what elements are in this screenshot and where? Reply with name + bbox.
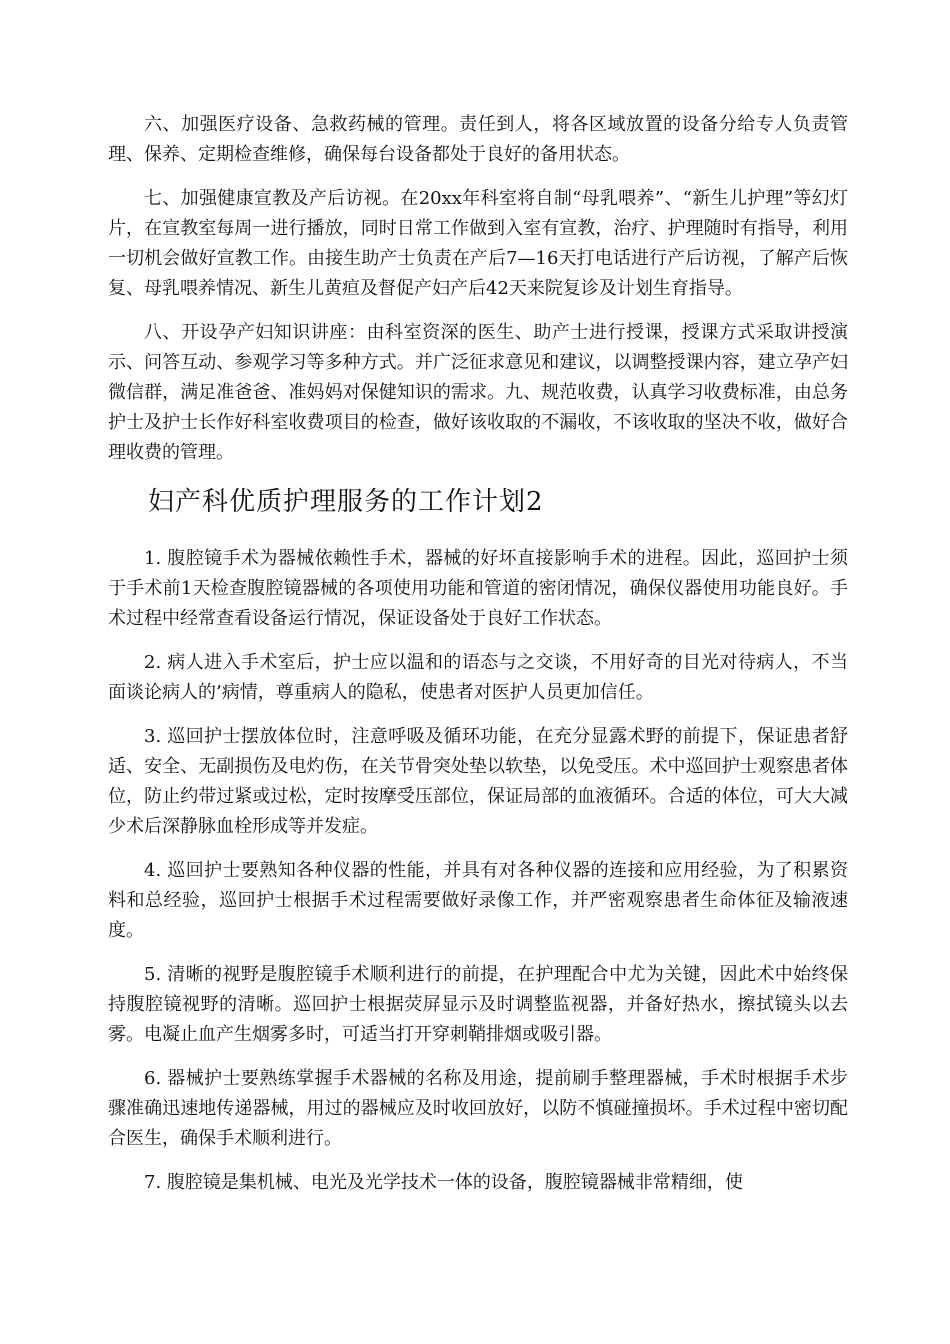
plan-2-section — [108, 544, 848, 1198]
item-2-paragraph: 2. 病人进入手术室后，护士应以温和的语态与之交谈，不用好奇的目光对待病人，不当面谈论病人的’病情，尊重病人的隐私，使患者对医护人员更加信任。 — [108, 652, 848, 703]
paragraph-seven: 七、加强健康宣教及产后访视。在20xx年科室将自制“母乳喂养”、“新生儿护理”等幻灯片，在宣教室每周一进行播放，同时日常工作做到入室有宣教，治疗、护理随时有指导，利用一切机会做好宣教工作。由接生助产士负责在产后7—16天打电话进行产后访视，了解产后恢复、母乳喂养情况、新生儿黄疸及督促产妇产后42天来院复诊及计划生育指导。 — [108, 188, 848, 299]
paragraph-eight: 八、开设孕产妇知识讲座：由科室资深的医生、助产士进行授课，授课方式采取讲授演示、问答互动、参观学习等多种方式。并广泛征求意见和建议，以调整授课内容，建立孕产妇微信群，满足准爸爸、准妈妈对保健知识的需求。九、规范收费，认真学习收费标准，由总务护士及护士长作好科室收费项目的检查，做好该收取的不漏收，不该收取的坚决不收，做好合理收费的管理。 — [108, 322, 848, 463]
document-page — [108, 110, 848, 1212]
paragraph-six: 六、加强医疗设备、急救药械的管理。责任到人，将各区域放置的设备分给专人负责管理、保养、定期检查维修，确保每台设备都处于良好的备用状态。 — [108, 114, 848, 165]
item-7-paragraph: 7. 腹腔镜是集机械、电光及光学技术一体的设备，腹腔镜器械非常精细，使 — [144, 1172, 743, 1193]
item-3-paragraph: 3. 巡回护士摆放体位时，注意呼吸及循环功能，在充分显露术野的前提下，保证患者舒适、安全、无副损伤及电灼伤，在关节骨突处垫以软垫，以免受压。术中巡回护士观察患者体位，防止约带过紧或过松，定时按摩受压部位，保证局部的血液循环。合适的体位，可大大减少术后深静脉血栓形成等并发症。 — [108, 726, 848, 837]
item-6-paragraph: 6. 器械护士要熟练掌握手术器械的名称及用途，提前刷手整理器械，手术时根据手术步骤准确迅速地传递器械，用过的器械应及时收回放好，以防不慎碰撞损坏。手术过程中密切配合医生，确保手术顺利进行。 — [108, 1068, 848, 1149]
section-heading: 妇产科优质护理服务的工作计划2 — [148, 487, 544, 517]
item-4-paragraph: 4. 巡回护士要熟知各种仪器的性能，并具有对各种仪器的连接和应用经验，为了积累资料和总经验，巡回护士根据手术过程需要做好录像工作，并严密观察患者生命体征及输液速度。 — [108, 860, 848, 941]
item-1-paragraph: 1. 腹腔镜手术为器械依赖性手术，器械的好坏直接影响手术的进程。因此，巡回护士须于手术前1天检查腹腔镜器械的各项使用功能和管道的密闭情况，确保仪器使用功能良好。手术过程中经常查看设备运行情况，保证设备处于良好工作状态。 — [108, 548, 848, 629]
item-5-paragraph: 5. 清晰的视野是腹腔镜手术顺利进行的前提，在护理配合中尤为关键，因此术中始终保持腹腔镜视野的清晰。巡回护士根据荧屏显示及时调整监视器，并备好热水，擦拭镜头以去雾。电凝止血产生烟雾多时，可适当打开穿刺鞘排烟或吸引器。 — [108, 964, 848, 1045]
